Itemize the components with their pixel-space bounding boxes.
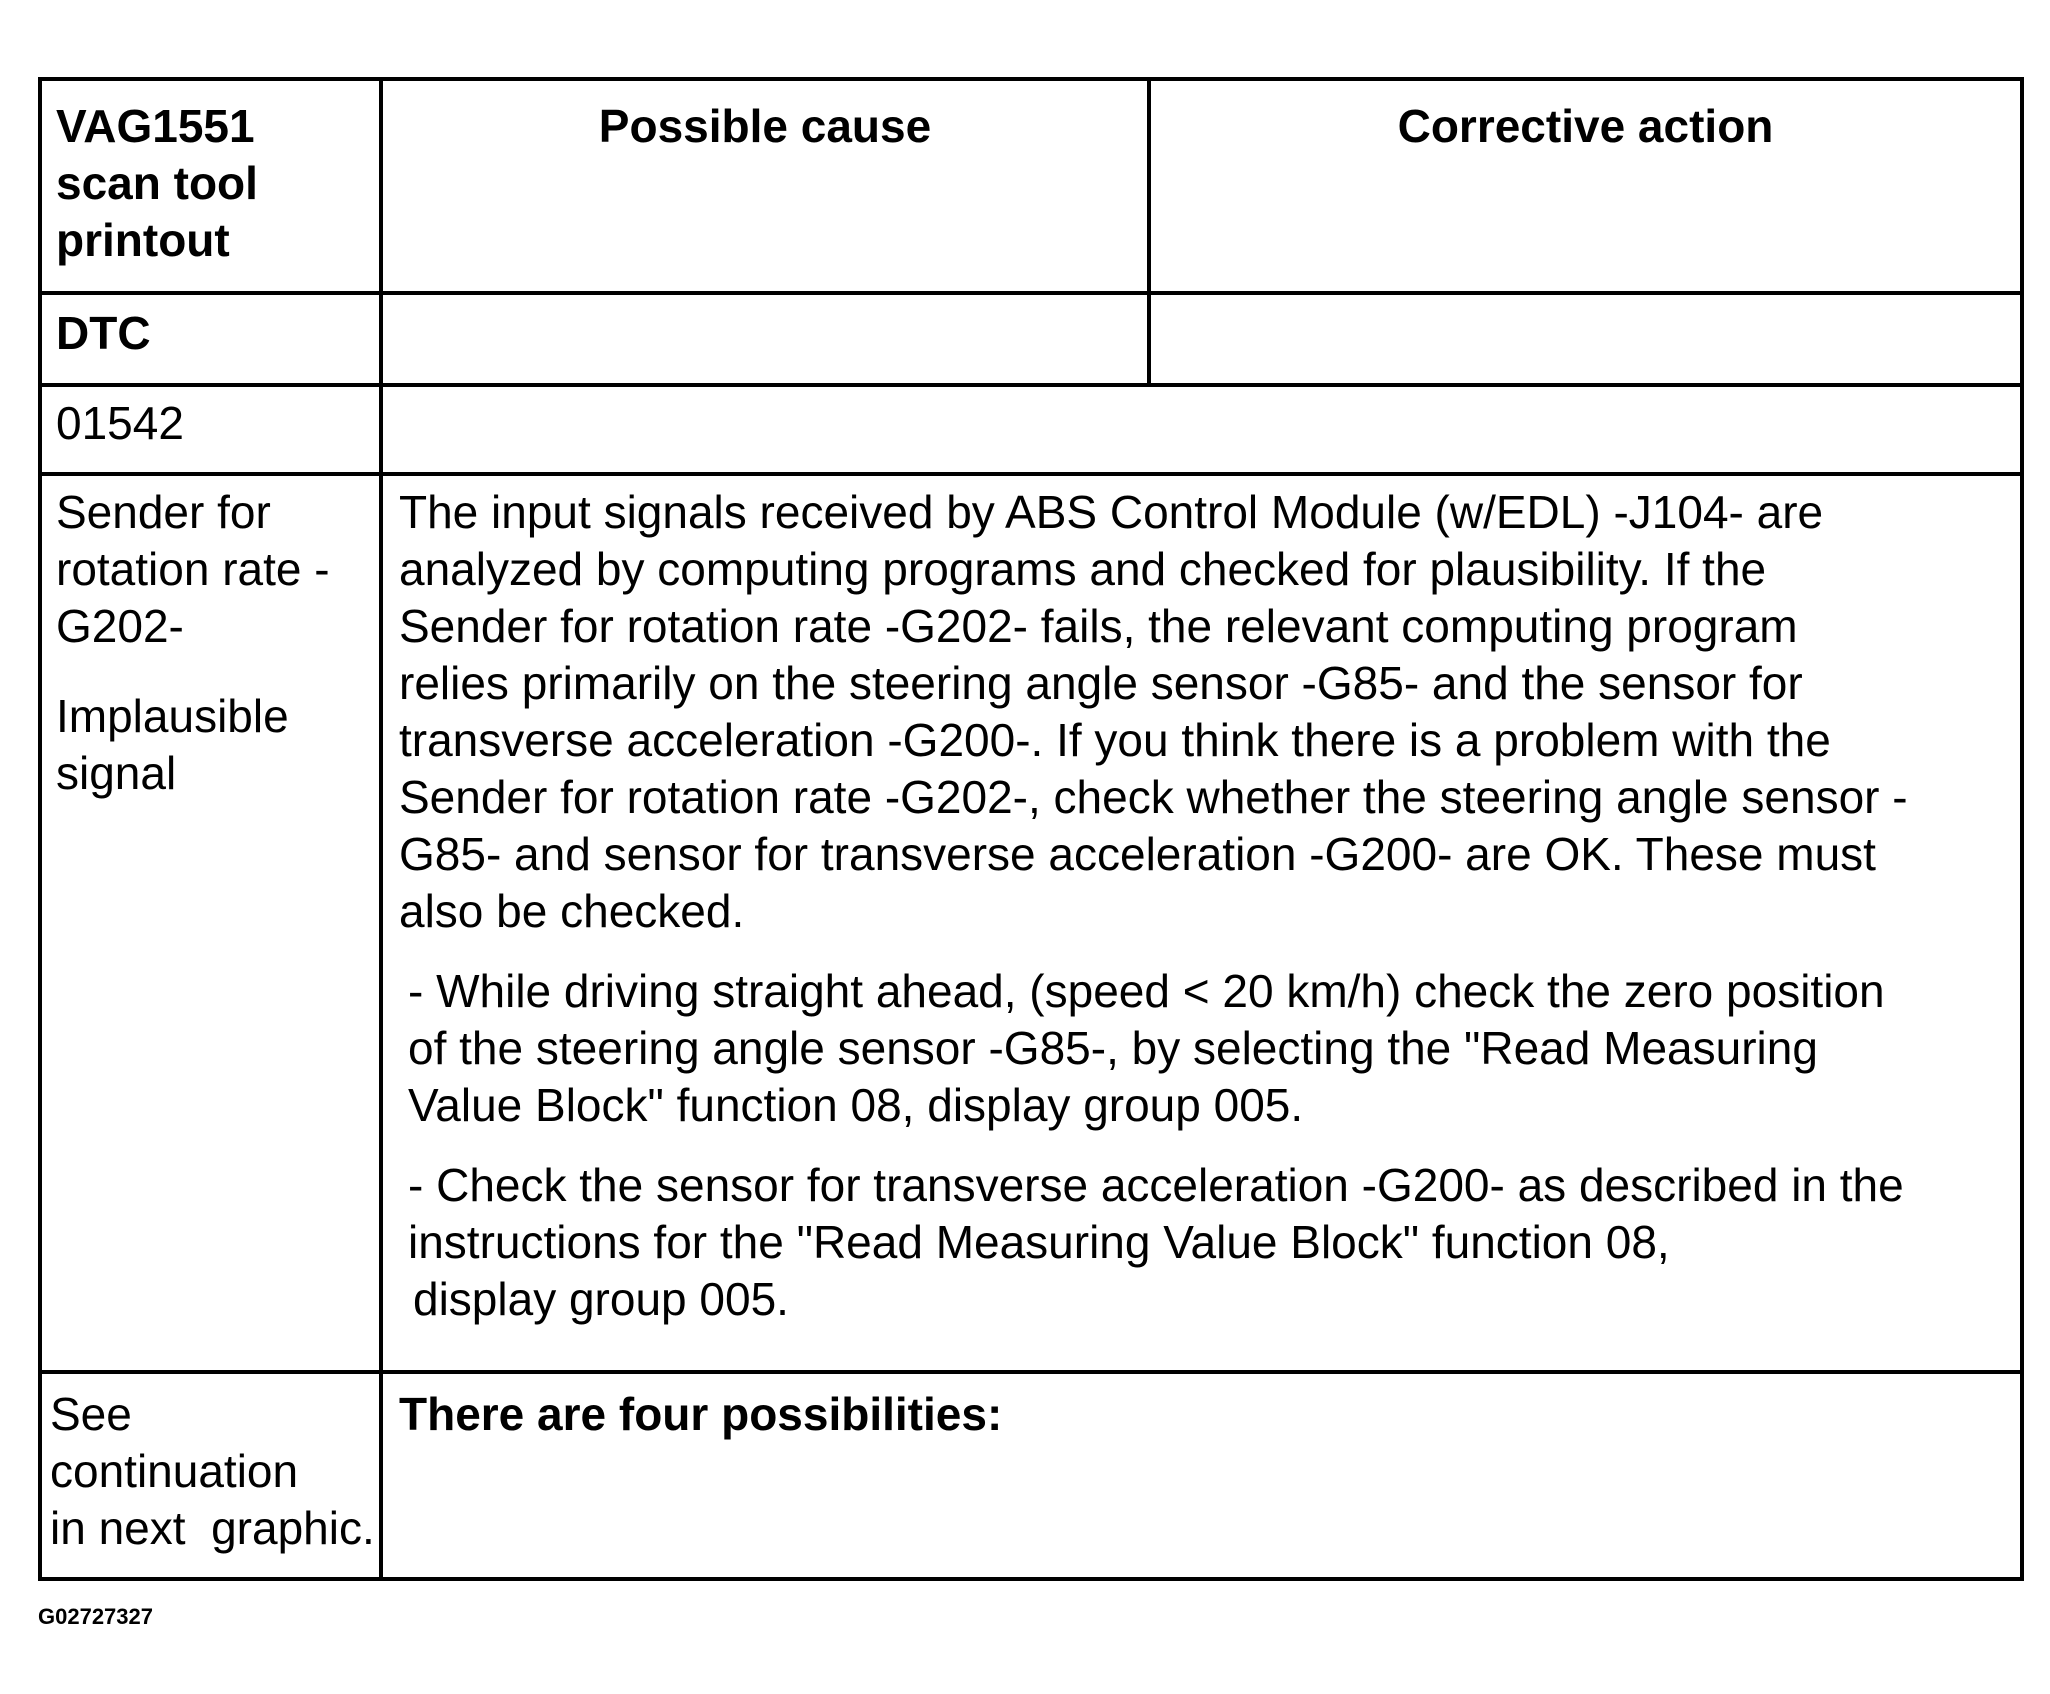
row-divider-1 <box>42 291 2020 295</box>
step-line: - Check the sensor for transverse acceleration -G200- as described in the <box>408 1159 1904 1211</box>
dtc-label: DTC <box>56 307 151 359</box>
description-line: relies primarily on the steering angle sensor -G85- and the sensor for <box>399 657 1803 709</box>
description-line: transverse acceleration -G200-. If you think there is a problem with the <box>399 714 1831 766</box>
description-line: analyzed by computing programs and checked for plausibility. If the <box>399 543 1767 595</box>
fault-line: rotation rate - <box>56 543 330 595</box>
continuation-line: continuation <box>50 1445 299 1497</box>
description-line: also be checked. <box>399 885 745 937</box>
fault-description <box>399 484 2014 1328</box>
description-line: Sender for rotation rate -G202-, check whether the steering angle sensor - <box>399 771 1908 823</box>
check-step-2 <box>399 1157 2014 1328</box>
step-line: instructions for the "Read Measuring Value Block" function 08, <box>408 1216 1670 1268</box>
step-line: of the steering angle sensor -G85-, by selecting the "Read Measuring <box>408 1022 1818 1074</box>
fault-line: G202- <box>56 600 184 652</box>
step-line: Value Block" function 08, display group 005. <box>408 1079 1304 1131</box>
header-line: printout <box>56 214 230 266</box>
description-line: Sender for rotation rate -G202- fails, the relevant computing program <box>399 600 1798 652</box>
dtc-code: 01542 <box>56 397 184 449</box>
fault-condition-line: signal <box>56 747 177 799</box>
header-line: scan tool <box>56 157 258 209</box>
check-step-1 <box>399 963 2014 1134</box>
continuation-line: See <box>50 1388 132 1440</box>
figure-reference: G02727327 <box>38 1604 153 1629</box>
fault-line: Sender for <box>56 486 271 538</box>
spacer <box>399 940 2014 963</box>
step-line: display group 005. <box>413 1273 789 1325</box>
diagnostic-table <box>38 77 2024 1581</box>
row-divider-2 <box>42 383 2020 387</box>
row-divider-3 <box>42 472 2020 476</box>
fault-condition-line: Implausible <box>56 690 289 742</box>
spacer <box>399 1134 2014 1157</box>
header-corrective-action: Corrective action <box>1397 100 1774 152</box>
description-paragraph <box>399 484 2014 940</box>
description-line: G85- and sensor for transverse acceleration -G200- are OK. These must <box>399 828 1876 880</box>
continuation-note <box>50 1386 378 1557</box>
fault-name <box>56 484 376 802</box>
possibilities-heading: There are four possibilities: <box>399 1388 1003 1440</box>
header-possible-cause: Possible cause <box>598 100 932 152</box>
column-divider-1 <box>379 81 383 1577</box>
description-line: The input signals received by ABS Control Module (w/EDL) -J104- are <box>399 486 1824 538</box>
spacer <box>56 655 376 688</box>
header-scan-tool-printout <box>56 98 376 269</box>
header-line: VAG1551 <box>56 100 255 152</box>
row-divider-4 <box>42 1370 2020 1374</box>
continuation-line: in next graphic. <box>50 1502 375 1554</box>
step-line: - While driving straight ahead, (speed < 20 km/h) check the zero position <box>408 965 1885 1017</box>
